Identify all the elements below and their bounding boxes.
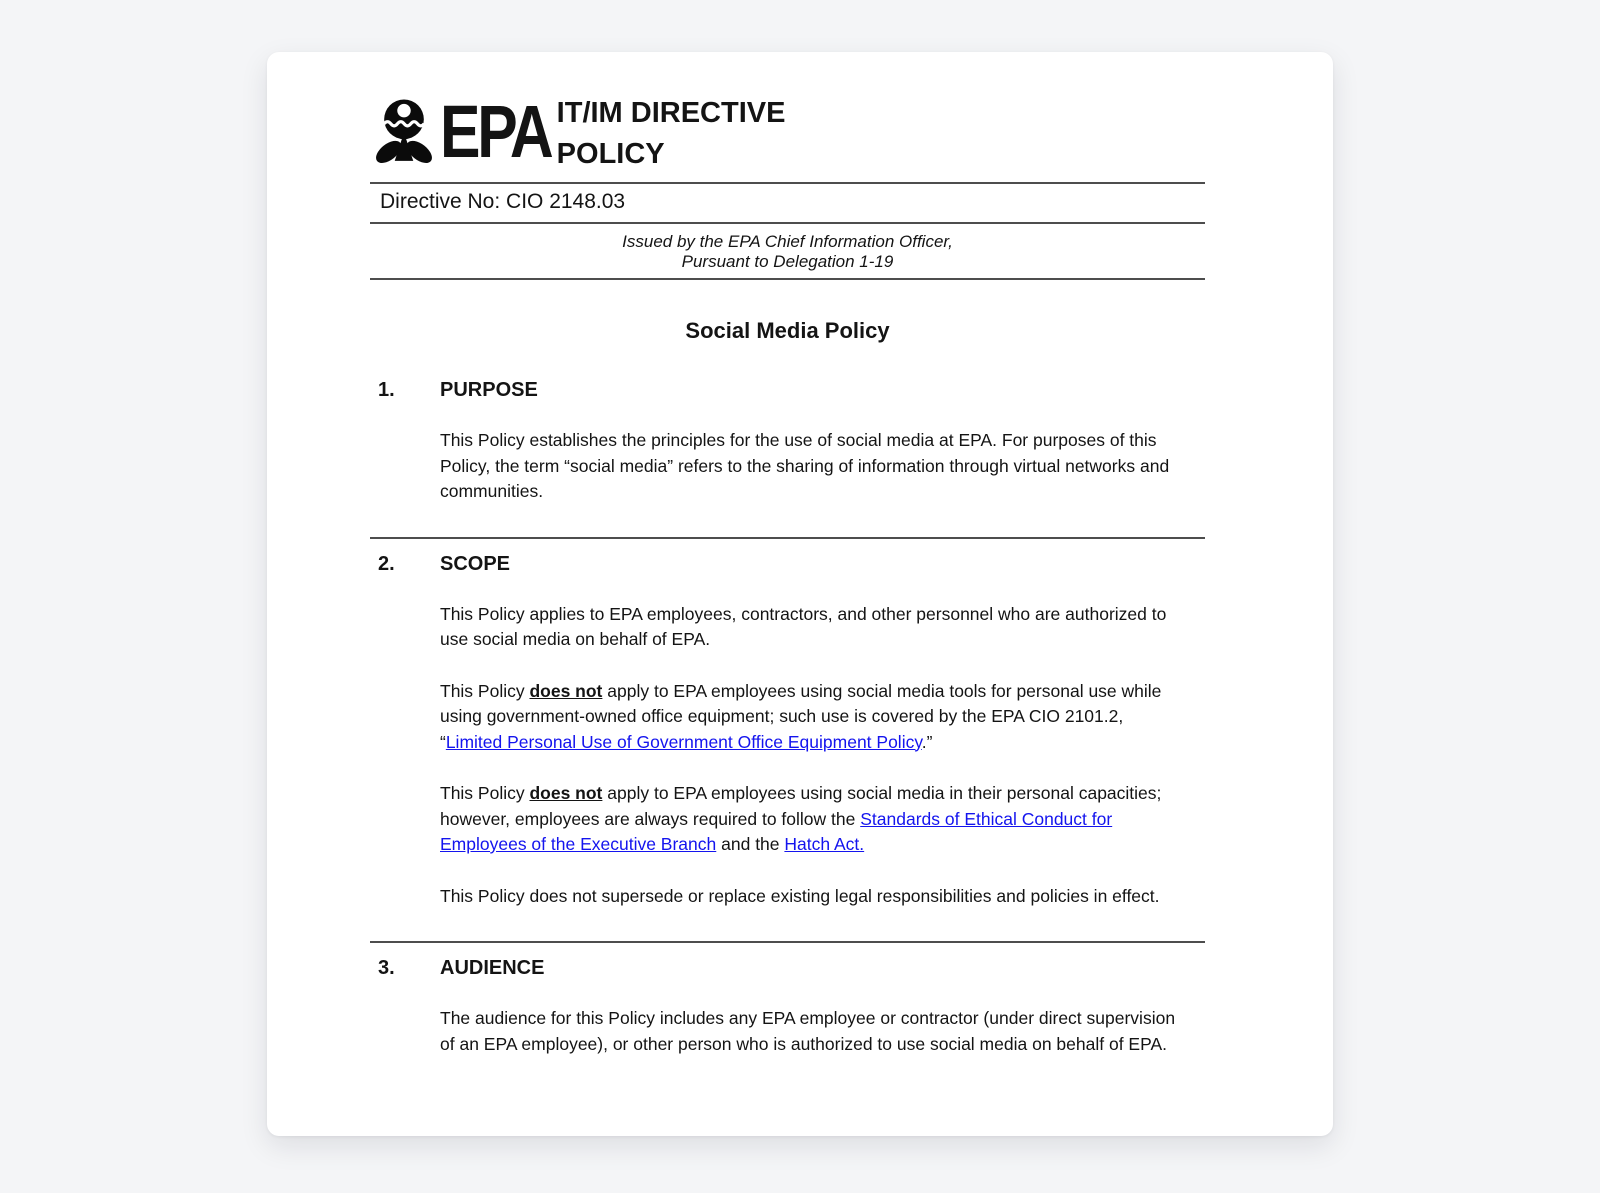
section-divider: [370, 941, 1205, 943]
section-number: 3.: [378, 957, 395, 979]
issued-by-line2: Pursuant to Delegation 1-19: [681, 252, 894, 271]
inline-link[interactable]: Standards of Ethical Conduct for Employees of the Executive Branch: [440, 808, 1113, 854]
directive-type-line1: IT/IM DIRECTIVE: [556, 97, 786, 129]
issued-by-block: [370, 224, 1205, 278]
directive-type-title: [557, 93, 786, 175]
directive-type-line2: POLICY: [556, 138, 665, 170]
section-purpose: [370, 378, 1205, 505]
section-paragraph: The audience for this Policy includes any EPA employee or contractor (under direct supervision of an EPA employee), or other person who is authorized to use social media on behalf of EPA.: [440, 1008, 1176, 1054]
inline-link[interactable]: Limited Personal Use of Government Office Equipment Policy: [445, 731, 922, 752]
epa-flower-icon: [372, 98, 436, 170]
section-paragraph: This Policy applies to EPA employees, contractors, and other personnel who are authorized to use social media on behalf of EPA.: [440, 603, 1167, 649]
document-title: Social Media Policy: [685, 318, 890, 343]
section-divider: [370, 537, 1205, 539]
header-rule-bottom: [370, 278, 1205, 280]
issued-by-line1: Issued by the EPA Chief Information Officer,: [622, 232, 953, 251]
epa-wordmark: EPA: [440, 90, 551, 173]
section-header: [370, 552, 1205, 576]
document-header: [372, 90, 1205, 173]
section-header: [370, 956, 1205, 980]
emphasis-text: does not: [529, 783, 603, 803]
section-heading: AUDIENCE: [440, 957, 545, 979]
section-paragraph: This Policy does not supersede or replace existing legal responsibilities and policies in effect.: [440, 885, 1160, 906]
document-card: [267, 52, 1333, 1136]
section-paragraph: This Policy establishes the principles for the use of social media at EPA. For purposes of this Policy, the term “social media” refers to the sharing of information through virtual networks and communities.: [440, 430, 1170, 501]
section-audience: [370, 956, 1205, 1057]
section-heading: SCOPE: [440, 552, 511, 575]
section-paragraph: This Policy does not apply to EPA employees using social media in their personal capacities; however, employees are always required to follow the Standards of Ethical Conduct for Employees of the Executive Branch and the Hatch Act.: [440, 783, 1162, 854]
section-header: [370, 378, 1205, 402]
inline-link[interactable]: Hatch Act.: [784, 834, 865, 854]
document-sections: [370, 378, 1205, 1057]
section-number: 2.: [378, 552, 395, 575]
section-number: 1.: [378, 379, 395, 401]
emphasis-text: does not: [529, 680, 603, 701]
section-scope: [370, 552, 1205, 910]
section-paragraph: This Policy does not apply to EPA employees using social media tools for personal use while using government-owned office equipment; such use is covered by the EPA CIO 2101.2, “Limited Personal Use of Government Office Equipment Policy.”: [440, 680, 1162, 752]
directive-number: Directive No: CIO 2148.03: [380, 190, 626, 213]
section-heading: PURPOSE: [440, 379, 538, 401]
